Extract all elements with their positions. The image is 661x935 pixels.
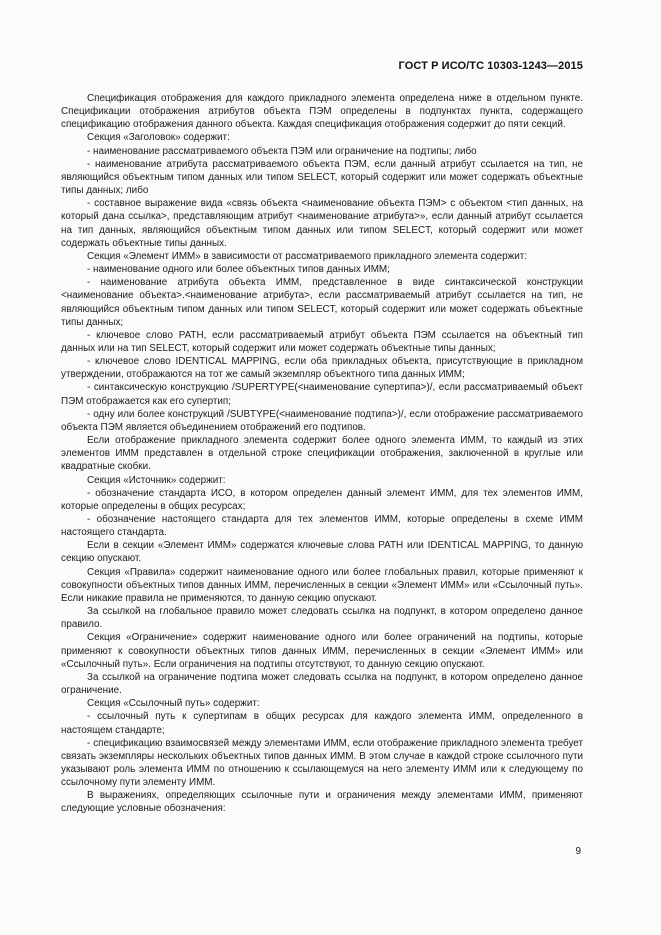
paragraph: Если отображение прикладного элемента содержит более одного элемента ИММ, то каждый из этих элементов ИММ представлен в отдельной строке спецификации отображения, заключенной в круглые или квадратные скобки. <box>61 435 583 473</box>
paragraph: В выражениях, определяющих ссылочные пути и ограничения между элементами ИММ, применяют следующие условные обозначения: <box>61 790 583 815</box>
standard-header: ГОСТ Р ИСО/ТС 10303-1243—2015 <box>398 60 583 72</box>
list-item: - наименование атрибута объекта ИММ, представленное в виде синтаксической конструкции <наименование объекта>.<наименование атрибута>, если рассматриваемый атрибут ссылается на тип, не являющийся объектным типом данных или типом SELECT, который содержит или может содержать объектные типы данных; <box>61 277 583 328</box>
body-text <box>61 92 583 816</box>
list-item: - ключевое слово IDENTICAL MAPPING, если оба прикладных объекта, присутствующие в прикладном утверждении, отображаются на тот же самый экземпляр объектного типа данных ИММ; <box>61 356 583 381</box>
list-item: - спецификацию взаимосвязей между элементами ИММ, если отображение прикладного элемента требует связать экземпляры нескольких объектных типов данных ИММ. В этом случае в каждой строке ссылочного пути указывают роль элемента ИММ по отношению к ссылающемуся на него элементу ИММ или к следующему по ссылочному пути элементу ИММ. <box>61 737 583 789</box>
list-item: - одну или более конструкций /SUBTYPE(<наименование подтипа>)/, если отображение рассматриваемого объекта ПЭМ является объединением отображений его подтипов. <box>61 408 583 433</box>
paragraph: За ссылкой на ограничение подтипа может следовать ссылка на подпункт, в котором определено данное ограничение. <box>61 671 583 697</box>
list-item: - наименование одного или более объектных типов данных ИММ; <box>87 264 390 276</box>
list-item: - обозначение настоящего стандарта для тех элементов ИММ, которые определены в схеме ИММ настоящего стандарта. <box>61 514 583 539</box>
list-item: - ссылочный путь к супертипам в общих ресурсах для каждого элемента ИММ, определенного в настоящем стандарте; <box>61 711 583 736</box>
list-item: - составное выражение вида «связь объекта <наименование объекта ПЭМ> с объектом <тип данных, на который дана ссылка>, представляющим атрибут <наименование атрибута>», если данный атрибут ссылается на тип данных, являющийся объектным типом данных или типом SELECT, который содержит или может содержать объектные типы данных. <box>61 198 583 249</box>
paragraph: Секция «Ограничение» содержит наименование одного или более ограничений на подтипы, которые применяют к совокупности объектных типов данных ИММ, перечисленных в секции «Элемент ИММ» или «Ссылочный путь». Если ограничения на подтипы отсутствуют, то данную секцию опускают. <box>61 632 583 670</box>
list-item: - синтаксическую конструкцию /SUPERTYPE(<наименование супертипа>)/, если рассматриваемый объект ПЭМ отображается как его супертип; <box>61 382 583 407</box>
paragraph: Секция «Элемент ИММ» в зависимости от рассматриваемого прикладного элемента содержит: <box>87 250 528 262</box>
paragraph: Спецификация отображения для каждого прикладного элемента определена ниже в отдельном пункте. Спецификации отображения атрибутов объекта ПЭМ определены в подпунктах пункта, содержащего спецификацию отображения данного объекта. Каждая спецификация отображения содержит до пяти секций. <box>61 93 583 131</box>
list-item: - обозначение стандарта ИСО, в котором определен данный элемент ИММ, для тех элементов ИММ, которые определены в общих ресурсах; <box>61 487 583 512</box>
paragraph: Если в секции «Элемент ИММ» содержатся ключевые слова PATH или IDENTICAL MAPPING, то данную секцию опускают. <box>61 540 583 565</box>
paragraph: Секция «Источник» содержит: <box>87 474 226 486</box>
page-number: 9 <box>575 846 581 857</box>
paragraph: За ссылкой на глобальное правило может следовать ссылка на подпункт, в котором определено данное правило. <box>61 606 583 631</box>
paragraph: Секция «Ссылочный путь» содержит: <box>87 698 260 710</box>
list-item: - ключевое слово PATH, если рассматриваемый атрибут объекта ПЭМ ссылается на объектный тип данных или на тип SELECT, который содержит или может содержать объектные типы данных; <box>61 329 583 354</box>
paragraph: Секция «Заголовок» содержит: <box>87 132 230 144</box>
list-item: - наименование рассматриваемого объекта ПЭМ или ограничение на подтипы; либо <box>87 145 477 157</box>
paragraph: Секция «Правила» содержит наименование одного или более глобальных правил, которые применяют к совокупности объектных типов данных ИММ, перечисленных в секции «Элемент ИММ» или «Ссылочный путь». Если никакие правила не применяются, то данную секцию опускают. <box>61 566 583 604</box>
list-item: - наименование атрибута рассматриваемого объекта ПЭМ, если данный атрибут ссылается на тип, не являющийся объектным типом данных или типом SELECT, который содержит или может содержать объектные типы данных; либо <box>61 158 583 197</box>
